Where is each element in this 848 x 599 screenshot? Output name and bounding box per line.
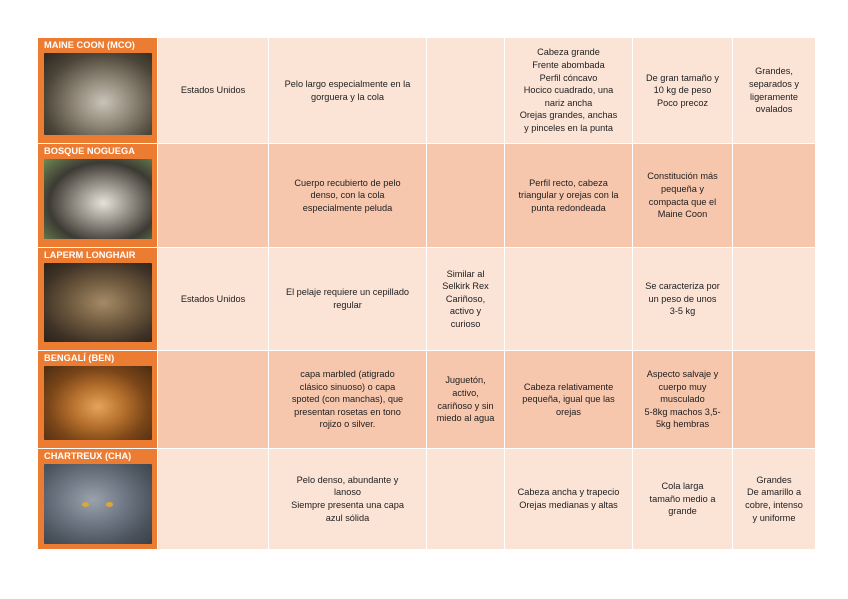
temperament-text: Similar al Selkirk Rex Cariñoso, activo y curioso: [442, 268, 489, 329]
head-text: Cabeza ancha y trapecio Orejas medianas y altas: [517, 487, 620, 510]
body-text: Se caracteriza por un peso de unos 3-5 kg: [645, 281, 720, 317]
body-cell: [633, 351, 733, 449]
temperament-cell: [427, 248, 505, 351]
breed-name-cell: [38, 351, 158, 449]
head-cell: [505, 248, 633, 351]
cat-eye: [106, 502, 113, 507]
breed-name-cell: [38, 449, 158, 550]
coat-cell: [269, 449, 427, 550]
cat-eye: [82, 502, 89, 507]
eyes-cell: [733, 144, 816, 248]
norwegian-forest-photo: [44, 159, 152, 239]
body-cell: [633, 248, 733, 351]
eyes-cell: [733, 351, 816, 449]
head-text: Perfil recto, cabeza triangular y orejas con la punta redondeada: [518, 177, 619, 213]
body-text: Aspecto salvaje y cuerpo muy musculado 5-8kg machos 3,5- 5kg hembras: [644, 369, 721, 430]
coat-text: El pelaje requiere un cepillado regular: [285, 287, 410, 310]
coat-cell: [269, 38, 427, 144]
body-cell: [633, 449, 733, 550]
origin-text: Estados Unidos: [180, 293, 246, 304]
temperament-cell: [427, 351, 505, 449]
laperm-photo: [44, 263, 152, 342]
body-text: Cola larga tamaño medio a grande: [649, 481, 716, 517]
breed-name: CHARTREUX (CHA): [44, 451, 132, 461]
bengal-photo: [44, 366, 152, 440]
temperament-cell: [427, 144, 505, 248]
origin-text: Estados Unidos: [180, 85, 246, 96]
temperament-cell: [427, 38, 505, 144]
head-text: Cabeza grande Frente abombada Perfil cóncavo Hocico cuadrado, una nariz ancha Orejas grandes, anchas y pinceles en la punta: [519, 47, 618, 133]
coat-text: Pelo largo especialmente en la gorguera y la cola: [284, 78, 411, 102]
breed-name-cell: [38, 38, 158, 144]
coat-cell: [269, 248, 427, 351]
breed-name-cell: [38, 248, 158, 351]
head-cell: [505, 351, 633, 449]
breed-name: BOSQUE NOGUEGA: [44, 146, 135, 156]
head-cell: [505, 144, 633, 248]
temperament-cell: [427, 449, 505, 550]
origin-cell: [158, 351, 269, 449]
origin-cell: [158, 449, 269, 550]
coat-cell: [269, 144, 427, 248]
coat-cell: [269, 351, 427, 449]
breed-row-bengal: [38, 351, 816, 449]
eyes-cell: [733, 248, 816, 351]
breed-name: MAINE COON (MCO): [44, 40, 135, 50]
breed-name: LAPERM LONGHAIR: [44, 250, 136, 260]
eyes-cell: [733, 38, 816, 144]
coat-text: capa marbled (atigrado clásico sinuoso) o capa spoted (con manchas), que presentan rosetas en tono rojizo o silver.: [291, 369, 404, 430]
breed-name-cell: [38, 144, 158, 248]
coat-text: Cuerpo recubierto de pelo denso, con la cola especialmente peluda: [294, 177, 401, 213]
head-text: Cabeza relativamente pequeña, igual que las orejas: [522, 381, 615, 417]
body-cell: [633, 144, 733, 248]
breed-row-maine-coon: [38, 38, 816, 144]
eyes-text: Grandes, separados y ligeramente ovalados: [748, 66, 800, 115]
body-text: De gran tamaño y 10 kg de peso Poco precoz: [645, 72, 720, 108]
breed-row-laperm: [38, 248, 816, 351]
origin-cell: [158, 248, 269, 351]
chartreux-photo: [44, 464, 152, 544]
body-cell: [633, 38, 733, 144]
temperament-text: Juguetón, activo, cariñoso y sin miedo al agua: [436, 375, 495, 424]
body-text: Constitución más pequeña y compacta que el Maine Coon: [647, 171, 718, 220]
eyes-cell: [733, 449, 816, 550]
eyes-text: Grandes De amarillo a cobre, intenso y uniforme: [745, 474, 803, 523]
origin-cell: [158, 38, 269, 144]
cat-breeds-table: [37, 37, 816, 550]
breed-row-norwegian-forest: [38, 144, 816, 248]
origin-cell: [158, 144, 269, 248]
breed-name: BENGALÍ (BEN): [44, 353, 115, 363]
breed-row-chartreux: [38, 449, 816, 550]
head-cell: [505, 449, 633, 550]
coat-text: Pelo denso, abundante y lanoso Siempre presenta una capa azul sólida: [291, 474, 404, 523]
head-cell: [505, 38, 633, 144]
maine-coon-photo: [44, 53, 152, 135]
